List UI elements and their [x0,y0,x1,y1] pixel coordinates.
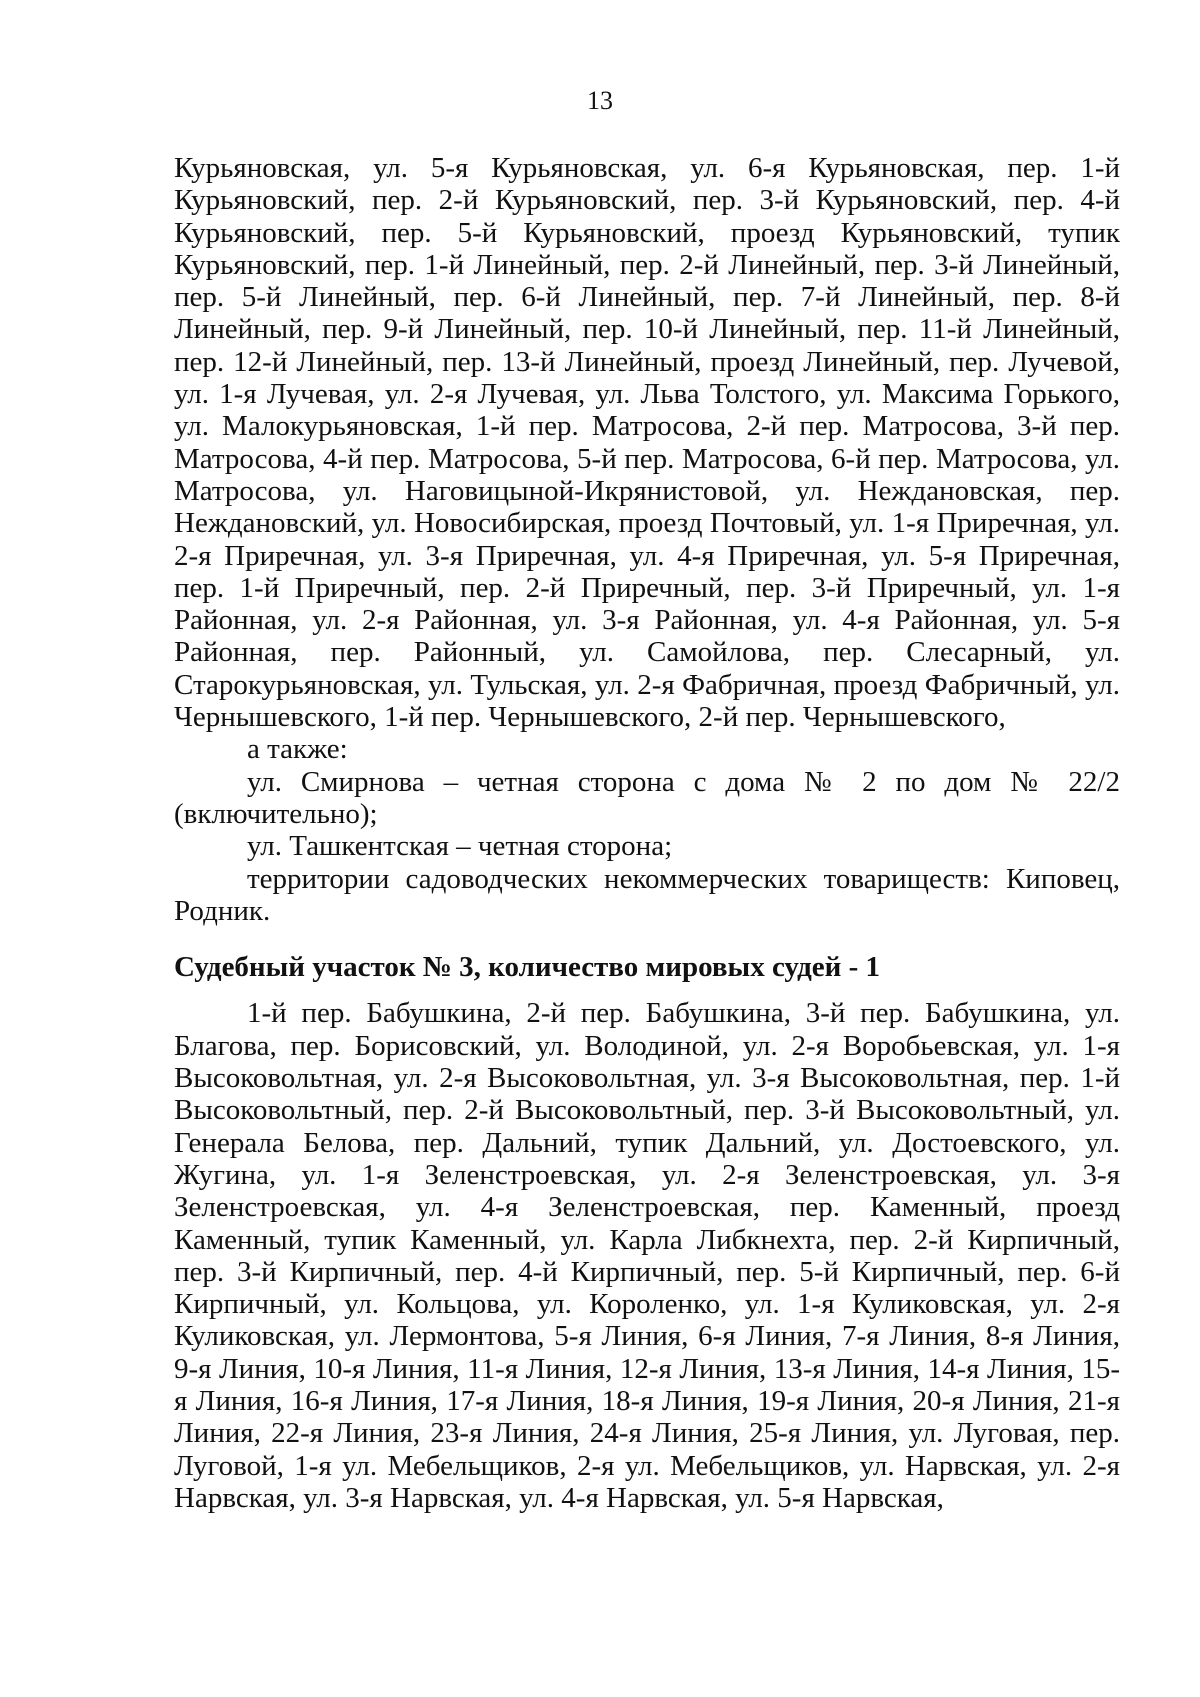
tashkentskaya-paragraph: ул. Ташкентская – четная сторона; [247,830,673,863]
street-list-paragraph-section-3: 1-й пер. Бабушкина, 2-й пер. Бабушкина, 3-й пер. Бабушкина, ул. Благова, пер. Борисовский, ул. Володиной, ул. 2-я Воробьевская, ул. 1-я Высоковольтная, ул. 2-я Высоковольтная, ул. 3-я Высоковольтная, пер. 1-й Высоковольтный, пер. 2-й Высоковольтный, пер. 3-й Высоковольтный, ул. Генерала Белова, пер. Дальний, тупик Дальний, ул. Достоевского, ул. Жугина, ул. 1-я Зеленстроевская, ул. 2-я Зеленстроевская, ул. 3-я Зеленстроевская, ул. 4-я Зеленстроевская, пер. Каменный, проезд Каменный, тупик Каменный, ул. Карла Либкнехта, пер. 2-й Кирпичный, пер. 3-й Кирпичный, пер. 4-й Кирпичный, пер. 5-й Кирпичный, пер. 6-й Кирпичный, ул. Кольцова, ул. Короленко, ул. 1-я Куликовская, ул. 2-я Куликовская, ул. Лермонтова, 5-я Линия, 6-я Линия, 7-я Линия, 8-я Линия, 9-я Линия, 10-я Линия, 11-я Линия, 12-я Линия, 13-я Линия, 14-я Линия, 15-я Линия, 16-я Линия, 17-я Линия, 18-я Линия, 19-я Линия, 20-я Линия, 21-я Линия, 22-я Линия, 23-я Линия, 24-я Линия, 25-я Линия, ул. Луговая, пер. Луговой, 1-я ул. Мебельщиков, 2-я ул. Мебельщиков, ул. Нарвская, ул. 2-я Нарвская, ул. 3-я Нарвская, ул. 4-я Нарвская, ул. 5-я Нарвская, [174,997,1120,1514]
territories-paragraph: территории садоводческих некоммерческих товариществ: Киповец, Родник. [174,862,1120,927]
section-heading: Судебный участок № 3, количество мировых судей - 1 [174,951,881,984]
page-number: 13 [587,86,613,115]
street-list-paragraph: Курьяновская, ул. 5-я Курьяновская, ул. 6-я Курьяновская, пер. 1-й Курьяновский, пер. 2-й Курьяновский, пер. 3-й Курьяновский, пер. 4-й Курьяновский, пер. 5-й Курьяновский, проезд Курьяновский, тупик Курьяновский, пер. 1-й Линейный, пер. 2-й Линейный, пер. 3-й Линейный, пер. 5-й Линейный, пер. 6-й Линейный, пер. 7-й Линейный, пер. 8-й Линейный, пер. 9-й Линейный, пер. 10-й Линейный, пер. 11-й Линейный, пер. 12-й Линейный, пер. 13-й Линейный, проезд Линейный, пер. Лучевой, ул. 1-я Лучевая, ул. 2-я Лучевая, ул. Льва Толстого, ул. Максима Горького, ул. Малокурьяновская, 1-й пер. Матросова, 2-й пер. Матросова, 3-й пер. Матросова, 4-й пер. Матросова, 5-й пер. Матросова, 6-й пер. Матросова, ул. Матросова, ул. Наговицыной-Икрянистовой, ул. Неждановская, пер. Неждановский, ул. Новосибирская, проезд Почтовый, ул. 1-я Приречная, ул. 2-я Приречная, ул. 3-я Приречная, ул. 4-я Приречная, ул. 5-я Приречная, пер. 1-й Приречный, пер. 2-й Приречный, пер. 3-й Приречный, ул. 1-я Районная, ул. 2-я Районная, ул. 3-я Районная, ул. 4-я Районная, ул. 5-я Районная, пер. Районный, ул. Самойлова, пер. Слесарный, ул. Старокурьяновская, ул. Тульская, ул. 2-я Фабричная, проезд Фабричный, ул. Чернышевского, 1-й пер. Чернышевского, 2-й пер. Чернышевского, [174,152,1120,734]
smirnova-paragraph: ул. Смирнова – четная сторона с дома № 2 по дом № 22/2 (включительно); [174,765,1120,830]
document-body [174,152,1120,1514]
also-label: а также: [247,733,348,766]
